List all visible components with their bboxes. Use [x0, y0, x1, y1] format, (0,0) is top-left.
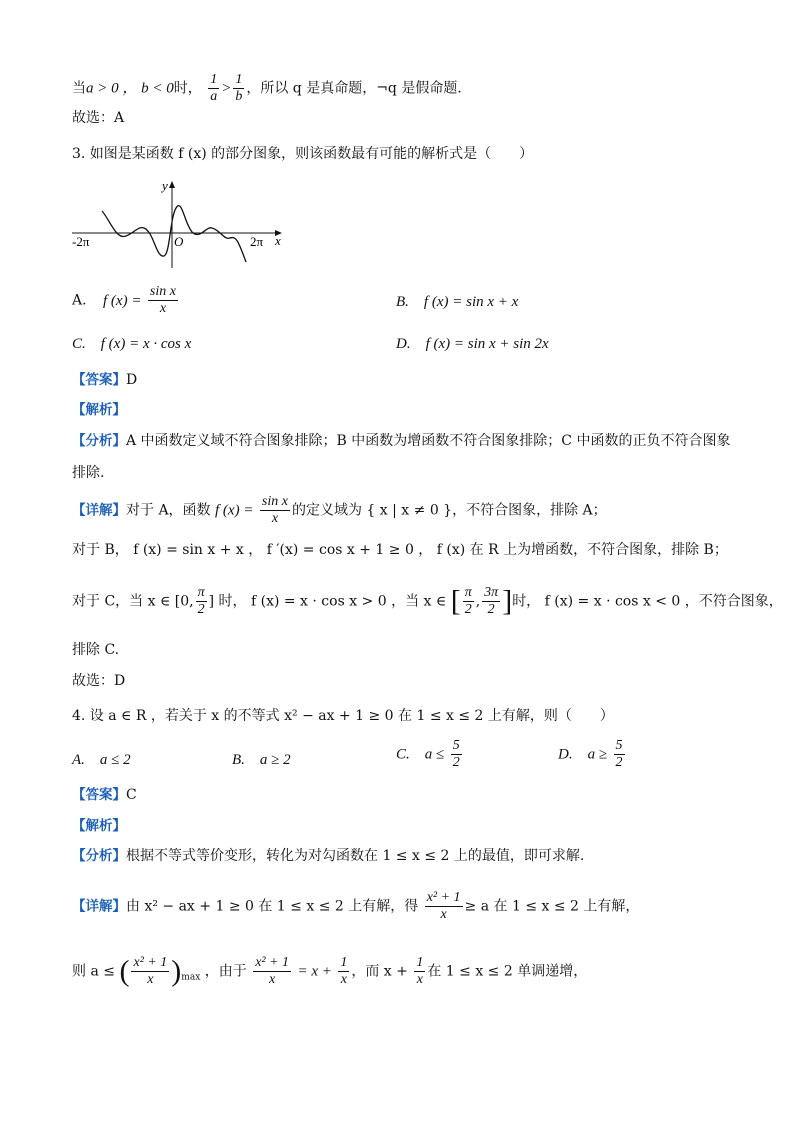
left-bracket: [ [450, 584, 461, 618]
q4-option-a: A. a ≤ 2 [72, 752, 131, 768]
q3-function-graph [70, 178, 285, 273]
fraction-sinx-over-x: $\frac{\text{sin x}}{x}$ [149, 284, 176, 316]
q3-detail-d: 排除 C. [72, 642, 120, 658]
q4-stem: 4. 设 a ∈ R ，若关于 x 的不等式 x² − ax + 1 ≥ 0 在 1 ≤ x ≤ 2 上有解，则（ ） [72, 708, 614, 724]
q3-option-d: D. f (x) = sin x + sin 2x [396, 336, 549, 352]
q4-option-b: B. a ≥ 2 [232, 752, 291, 768]
q3-option-b: B. f (x) = sin x + x [396, 294, 519, 310]
text: ，所以 q 是真命题，¬q 是假命题． [246, 80, 472, 97]
right-paren: ) [171, 954, 182, 988]
right-tick-label: 2π [250, 234, 264, 249]
left-paren: ( [119, 954, 130, 988]
y-label: y [162, 178, 168, 193]
fraction-1-over-x: $\frac{1}{x}$ [416, 955, 424, 987]
condition: a > 0 ， b < 0 [86, 80, 174, 97]
answer-value: D [126, 372, 138, 388]
fraction-1-over-a: $\frac{1}{a}$ [210, 72, 218, 104]
q3-stem: 3. 如图是某函数 f (x) 的部分图象，则该函数最有可能的解析式是（ ） [72, 146, 534, 162]
q4-answer: 【答案】C [72, 787, 137, 803]
fraction-x2plus1-over-x: $\frac{\text{x² + 1}}{x}$ [133, 955, 168, 987]
fraction-x2plus1-over-x: $\frac{\text{x² + 1}}{x}$ [426, 890, 461, 922]
fraction-1-over-x: $\frac{1}{x}$ [340, 955, 348, 987]
q4-option-d: D. a ≥ $\frac{5}{2}$ [558, 738, 623, 770]
y-axis-arrow-icon [169, 181, 175, 188]
q3-fenxi: 【分析】A 中函数定义域不符合图象排除；B 中函数为增函数不符合图象排除；C 中函数的正负不符合图象 [72, 433, 731, 449]
fraction-sinx-over-x: $\frac{\text{sin x}}{x}$ [261, 494, 288, 526]
q3-detail-b: 对于 B， f (x) = sin x + x ， f ′(x) = cos x + 1 ≥ 0 ， f (x) 在 R 上为增函数，不符合图象，排除 B； [72, 542, 728, 558]
q4-detail-b: 则 a ≤ ( $\frac{\text{x² + 1}}{x}$ )$_{max}$ ，由于 $\frac{\text{x² + 1}}{x}$ = x + $\frac{1}{x}$ ，而 x + $\frac{1}{x}$ 在 1 ≤ x ≤ 2 单调递增， [72, 954, 588, 988]
x-label: x [275, 233, 281, 248]
fraction-1-over-b: $\frac{1}{b}$ [235, 72, 243, 104]
text: 当 [72, 80, 86, 97]
origin-label: O [174, 234, 184, 249]
q2-conclusion-line [72, 72, 471, 105]
q3-analysis-tag: 【解析】 [72, 402, 126, 418]
fraction-3pi-over-2: $\frac{3\pi}{2}$ [484, 585, 499, 617]
q3-option-a: A. f (x) = $\frac{\text{sin x}}{x}$ [72, 284, 176, 316]
left-tick-label: -2π [72, 234, 90, 249]
fraction-5-over-2: $\frac{5}{2}$ [615, 738, 623, 770]
q4-detail-a: 【详解】由 x² − ax + 1 ≥ 0 在 1 ≤ x ≤ 2 上有解，得 $\frac{\text{x² + 1}}{x}$ ≥ a 在 1 ≤ x ≤ 2 上有解， [72, 890, 640, 922]
q3-answer [72, 370, 137, 390]
fraction-pi-over-2: $\frac{\pi}{2}$ [197, 585, 205, 617]
q4-option-c: C. a ≤ $\frac{5}{2}$ [396, 738, 460, 770]
q3-detail-a: 【详解】对于 A，函数 f (x) = $\frac{\text{sin x}}{x}$ 的定义域为 { x | x ≠ 0 }，不符合图象，排除 A； [72, 494, 607, 526]
answer-tag: 【答案】 [72, 372, 126, 388]
right-bracket: ] [502, 584, 513, 618]
fraction-x2plus1-over-x: $\frac{\text{x² + 1}}{x}$ [255, 955, 290, 987]
text: 时， [173, 80, 202, 97]
q2-answer-choice: 故选：A [72, 110, 125, 126]
max-subscript: max [181, 972, 201, 983]
gt-sign: > [221, 80, 232, 97]
q3-answer-choice: 故选：D [72, 673, 126, 689]
q3-option-c: C. f (x) = x · cos x [72, 336, 192, 352]
q4-analysis-tag: 【解析】 [72, 818, 126, 834]
q4-fenxi: 【分析】根据不等式等价变形，转化为对勾函数在 1 ≤ x ≤ 2 上的最值，即可求解. [72, 848, 585, 864]
q3-detail-c: 对于 C，当 x ∈ [0, $\frac{\pi}{2}$ ] 时， f (x) = x · cos x > 0 ，当 x ∈ [ $\frac{\pi}{2}$ , $\frac{3\pi}{2}$ ]时， f (x) = x · cos x < 0 ，不符合图象， [72, 584, 783, 618]
fraction-5-over-2: $\frac{5}{2}$ [452, 738, 460, 770]
q3-fenxi-cont: 排除. [72, 465, 105, 481]
fraction-pi-over-2: $\frac{\pi}{2}$ [464, 585, 472, 617]
